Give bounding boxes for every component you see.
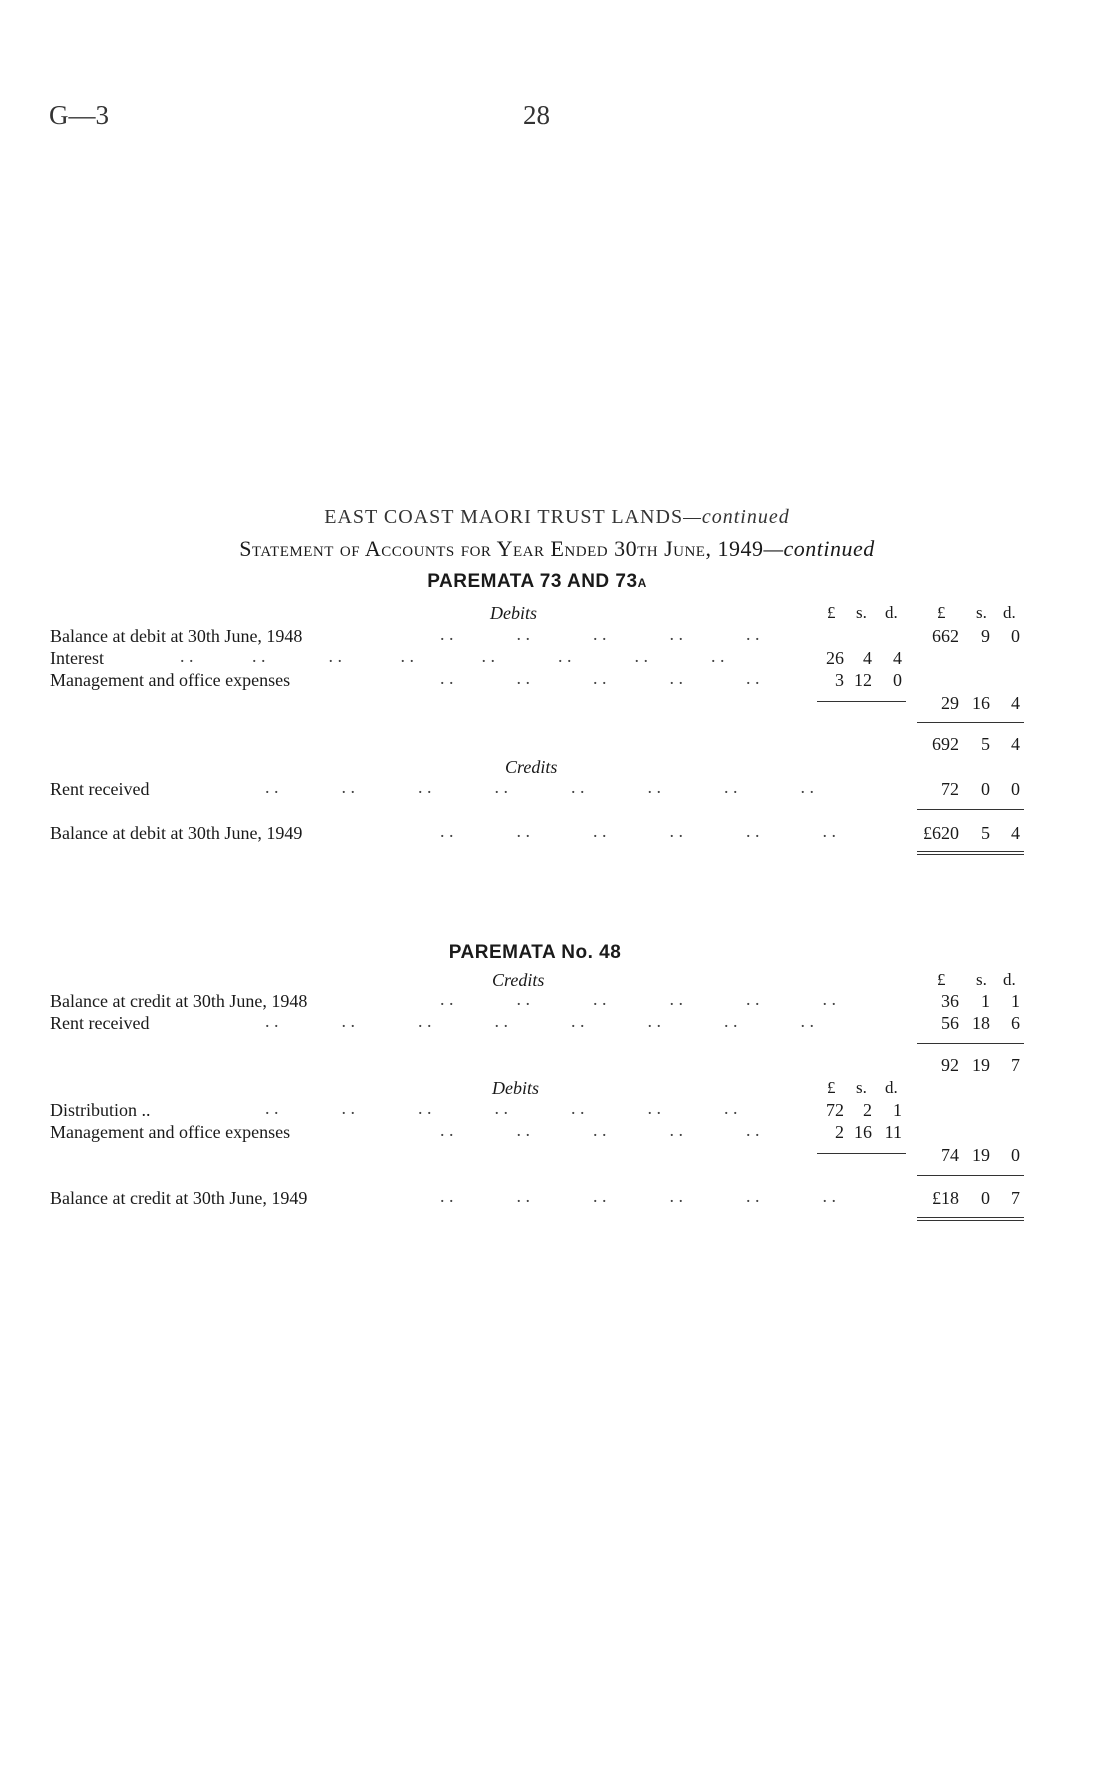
leader-dots: . . . . . . . . . . . . . . . . [265, 777, 814, 797]
s2-management-shillings: 16 [854, 1122, 872, 1142]
section2-credits-label: Credits [492, 970, 545, 990]
s1-management-shillings: 12 [854, 670, 872, 690]
subtotal-rule [817, 701, 906, 702]
s1-management-pence: 0 [893, 670, 902, 690]
section2-heading: PAREMATA No. 48 [448, 942, 622, 963]
s1-rent-label: Rent received [50, 779, 150, 799]
s1-balance-1949-label: Balance at debit at 30th June, 1949 [50, 823, 303, 843]
s2-inner-pounds-header: £ [827, 1078, 836, 1097]
s2-subtotal-pounds: 74 [941, 1145, 959, 1165]
s1-total-pounds: 692 [932, 734, 959, 754]
section1-heading [0, 571, 1074, 593]
s1-interest-label: Interest [50, 648, 104, 668]
s2-subtotal-shillings: 19 [972, 1145, 990, 1165]
leader-dots: . . . . . . . . . . . . . . . . [180, 646, 725, 666]
subtotal-rule [817, 1153, 906, 1154]
s2-balance-1948-pence: 1 [1011, 991, 1020, 1011]
s1-balance-1948-label: Balance at debit at 30th June, 1948 [50, 626, 303, 646]
s1-total-shillings: 5 [981, 734, 990, 754]
page-number: 28 [523, 100, 550, 130]
s2-balance-1949-pounds: £18 [932, 1188, 959, 1208]
s2-total-pence: 7 [1011, 1055, 1020, 1075]
s1-balance-1948-pounds: 662 [932, 626, 959, 646]
leader-dots: . . . . . . . . . . . . . . . . [265, 1011, 814, 1031]
s1-outer-pence-header: d. [1003, 603, 1016, 622]
title-suffix: —continued [683, 506, 790, 528]
s2-outer-shillings-header: s. [976, 970, 987, 989]
s2-distribution-pounds: 72 [826, 1100, 844, 1120]
s1-balance-1949-pounds: £620 [923, 823, 959, 843]
s2-balance-1949-pence: 7 [1011, 1188, 1020, 1208]
document-title [0, 506, 1114, 529]
s1-balance-1948-shillings: 9 [981, 626, 990, 646]
s1-subtotal-shillings: 16 [972, 693, 990, 713]
s1-outer-pounds-header: £ [937, 603, 946, 622]
s2-distribution-label: Distribution .. [50, 1100, 151, 1120]
s2-management-label: Management and office expenses [50, 1122, 291, 1142]
leader-dots: . . . . . . . . . . [440, 1120, 760, 1140]
total-rule [917, 1043, 1024, 1044]
s1-balance-1949-pence: 4 [1011, 823, 1020, 843]
final-double-rule [917, 1217, 1024, 1221]
s2-balance-1949-label: Balance at credit at 30th June, 1949 [50, 1188, 308, 1208]
section1-heading-suffix: A [637, 576, 647, 590]
leader-dots: . . . . . . . . . . . . [440, 1186, 836, 1206]
s1-interest-shillings: 4 [863, 648, 872, 668]
s1-rent-pence: 0 [1011, 779, 1020, 799]
s1-inner-pence-header: d. [885, 603, 898, 622]
s2-balance-1949-shillings: 0 [981, 1188, 990, 1208]
s1-balance-1949-shillings: 5 [981, 823, 990, 843]
leader-dots: . . . . . . . . . . . . . . [265, 1098, 738, 1118]
leader-dots: . . . . . . . . . . [440, 668, 760, 688]
s1-outer-shillings-header: s. [976, 603, 987, 622]
s2-distribution-pence: 1 [893, 1100, 902, 1120]
s2-subtotal-pence: 0 [1011, 1145, 1020, 1165]
statement-suffix: —continued [763, 536, 875, 561]
s1-balance-1948-pence: 0 [1011, 626, 1020, 646]
statement-main: Statement of Accounts for Year Ended 30th June, 1949 [239, 536, 764, 561]
s1-subtotal-pence: 4 [1011, 693, 1020, 713]
s2-outer-pence-header: d. [1003, 970, 1016, 989]
final-double-rule [917, 851, 1024, 855]
section1-debits-label: Debits [490, 603, 537, 623]
section2-debits-label: Debits [492, 1078, 539, 1098]
s2-rent-pounds: 56 [941, 1013, 959, 1033]
s2-balance-1948-shillings: 1 [981, 991, 990, 1011]
s2-rent-label: Rent received [50, 1013, 150, 1033]
s2-rent-shillings: 18 [972, 1013, 990, 1033]
s1-subtotal-pounds: 29 [941, 693, 959, 713]
leader-dots: . . . . . . . . . . . . [440, 989, 836, 1009]
s2-inner-pence-header: d. [885, 1078, 898, 1097]
s1-interest-pounds: 26 [826, 648, 844, 668]
s2-total-shillings: 19 [972, 1055, 990, 1075]
s1-inner-shillings-header: s. [856, 603, 867, 622]
s2-rent-pence: 6 [1011, 1013, 1020, 1033]
leader-dots: . . . . . . . . . . [440, 624, 760, 644]
s1-rent-shillings: 0 [981, 779, 990, 799]
title-main: EAST COAST MAORI TRUST LANDS [324, 506, 684, 528]
s1-inner-pounds-header: £ [827, 603, 836, 622]
s2-total-pounds: 92 [941, 1055, 959, 1075]
s2-outer-pounds-header: £ [937, 970, 946, 989]
section1-credits-label: Credits [505, 757, 558, 777]
s2-balance-1948-label: Balance at credit at 30th June, 1948 [50, 991, 308, 1011]
s1-management-pounds: 3 [835, 670, 844, 690]
section1-heading-main: PAREMATA 73 AND 73 [427, 571, 638, 592]
s1-rent-pounds: 72 [941, 779, 959, 799]
s2-management-pounds: 2 [835, 1122, 844, 1142]
s1-management-label: Management and office expenses [50, 670, 291, 690]
total-rule [917, 722, 1024, 723]
s1-interest-pence: 4 [893, 648, 902, 668]
page-code: G—3 [49, 100, 109, 130]
s2-distribution-shillings: 2 [863, 1100, 872, 1120]
s2-balance-1948-pounds: 36 [941, 991, 959, 1011]
s2-management-pence: 11 [884, 1122, 902, 1142]
statement-title [0, 536, 1114, 562]
s2-inner-shillings-header: s. [856, 1078, 867, 1097]
balance-rule [917, 1175, 1024, 1176]
leader-dots: . . . . . . . . . . . . [440, 821, 836, 841]
s1-total-pence: 4 [1011, 734, 1020, 754]
balance-rule [917, 809, 1024, 810]
